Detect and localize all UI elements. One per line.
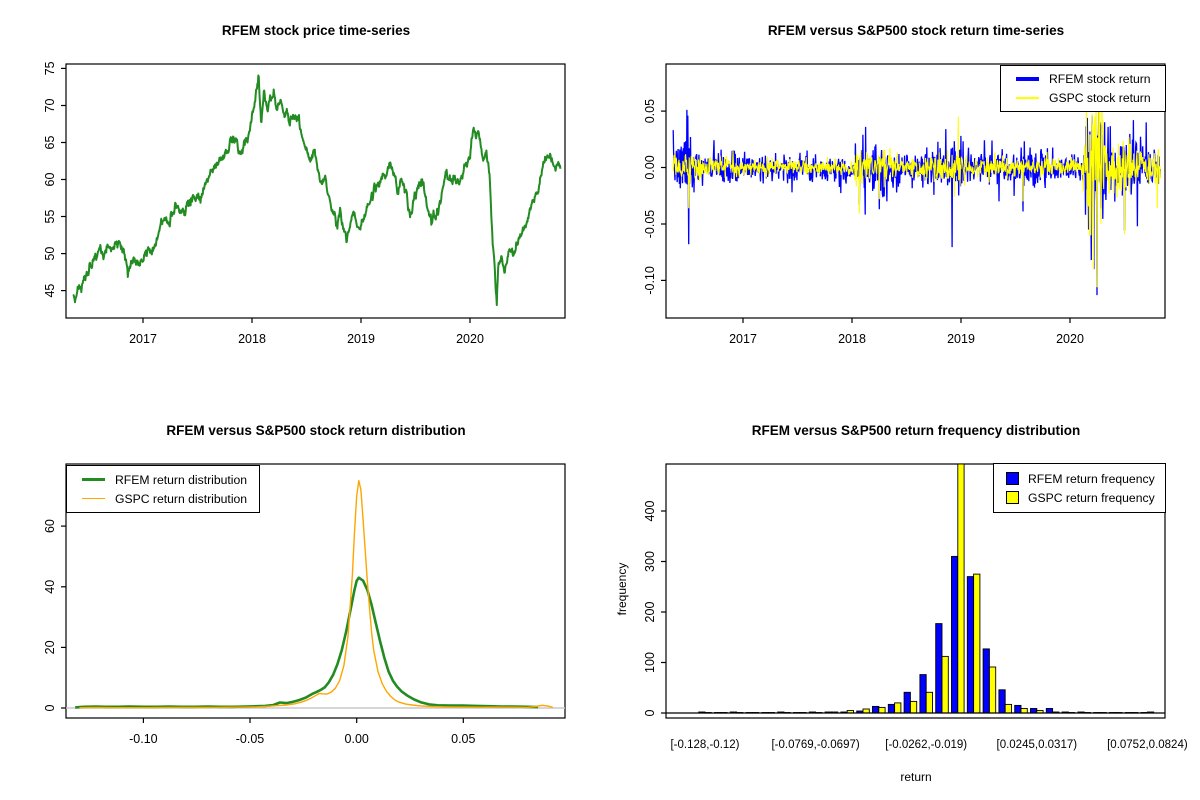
rfem-line-swatch: [1016, 77, 1039, 81]
frequency-x-axis-label: return: [900, 770, 932, 784]
svg-text:2017: 2017: [129, 332, 157, 346]
svg-text:-0.05: -0.05: [235, 732, 265, 746]
return-time-series-panel: [600, 0, 1200, 400]
legend-label: RFEM return distribution: [115, 472, 248, 487]
frequency-chart-title: RFEM versus S&P500 return frequency distribution: [751, 423, 1081, 438]
svg-text:[0.0752,0.0824): [0.0752,0.0824): [1107, 739, 1188, 751]
svg-text:200: 200: [643, 601, 657, 623]
svg-text:0.00: 0.00: [344, 732, 369, 746]
return-chart-title: RFEM versus S&P500 stock return time-series: [767, 23, 1065, 38]
svg-text:60: 60: [43, 519, 58, 534]
frequency-y-axis-label: frequency: [615, 562, 629, 616]
legend-label: RFEM return frequency: [1028, 471, 1155, 486]
gspc-line-swatch: [1016, 97, 1039, 99]
return-time-series-plot: [600, 0, 1200, 400]
legend-label: RFEM stock return: [1049, 72, 1151, 86]
svg-text:[-0.0769,-0.0697): [-0.0769,-0.0697): [771, 739, 860, 751]
svg-text:70: 70: [43, 98, 57, 113]
return-distribution-plot: [0, 400, 600, 800]
svg-text:0.00: 0.00: [643, 155, 657, 180]
svg-text:[-0.128,-0.12): [-0.128,-0.12): [670, 739, 740, 751]
return-time-series-legend: [1000, 65, 1166, 112]
svg-text:0: 0: [43, 704, 57, 712]
return-frequency-legend: [993, 463, 1166, 513]
gspc-square-swatch: [1006, 491, 1019, 504]
return-frequency-plot: [600, 400, 1200, 800]
svg-text:2020: 2020: [1056, 332, 1084, 346]
distribution-chart-title: RFEM versus S&P500 stock return distribution: [166, 423, 466, 438]
legend-label: GSPC return frequency: [1028, 490, 1155, 505]
svg-text:2017: 2017: [729, 332, 757, 346]
svg-text:60: 60: [43, 172, 57, 187]
svg-text:2019: 2019: [947, 332, 975, 346]
legend-item-gspc-return: [1001, 89, 1165, 108]
rfem-density-swatch: [82, 478, 105, 482]
svg-text:0.05: 0.05: [451, 732, 476, 746]
return-distribution-legend: [66, 465, 260, 513]
svg-text:2020: 2020: [456, 332, 484, 346]
svg-text:75: 75: [43, 61, 57, 76]
svg-text:-0.10: -0.10: [643, 266, 657, 295]
gspc-density-swatch: [82, 498, 105, 500]
svg-text:300: 300: [643, 551, 657, 572]
return-distribution-panel: [0, 400, 600, 800]
svg-text:[0.0245,0.0317): [0.0245,0.0317): [996, 739, 1078, 751]
svg-text:2018: 2018: [238, 332, 266, 346]
legend-item-rfem-frequency: [994, 469, 1165, 488]
svg-text:20: 20: [43, 640, 57, 655]
svg-text:45: 45: [43, 283, 57, 298]
svg-text:65: 65: [43, 135, 57, 150]
svg-text:400: 400: [643, 500, 657, 522]
svg-text:[-0.0262,-0.019): [-0.0262,-0.019): [885, 739, 968, 751]
svg-text:50: 50: [43, 246, 57, 261]
svg-text:0.05: 0.05: [643, 98, 657, 124]
price-time-series-plot: [0, 0, 600, 400]
legend-label: GSPC stock return: [1049, 91, 1151, 105]
price-chart-title: RFEM stock price time-series: [221, 23, 411, 38]
svg-text:-0.05: -0.05: [643, 209, 657, 239]
svg-text:55: 55: [43, 209, 57, 224]
svg-text:2019: 2019: [347, 332, 375, 346]
price-time-series-panel: [0, 0, 600, 400]
legend-item-gspc-frequency: [994, 488, 1165, 507]
legend-item-rfem-density: [67, 470, 259, 489]
svg-text:40: 40: [43, 579, 57, 594]
svg-text:2018: 2018: [838, 332, 866, 346]
legend-item-gspc-density: [67, 489, 259, 508]
svg-text:100: 100: [643, 652, 657, 673]
return-frequency-panel: [600, 400, 1200, 800]
svg-text:-0.10: -0.10: [129, 732, 158, 746]
rfem-square-swatch: [1006, 472, 1019, 485]
legend-item-rfem-return: [1001, 70, 1165, 89]
legend-label: GSPC return distribution: [115, 491, 248, 506]
svg-text:0: 0: [643, 709, 657, 717]
